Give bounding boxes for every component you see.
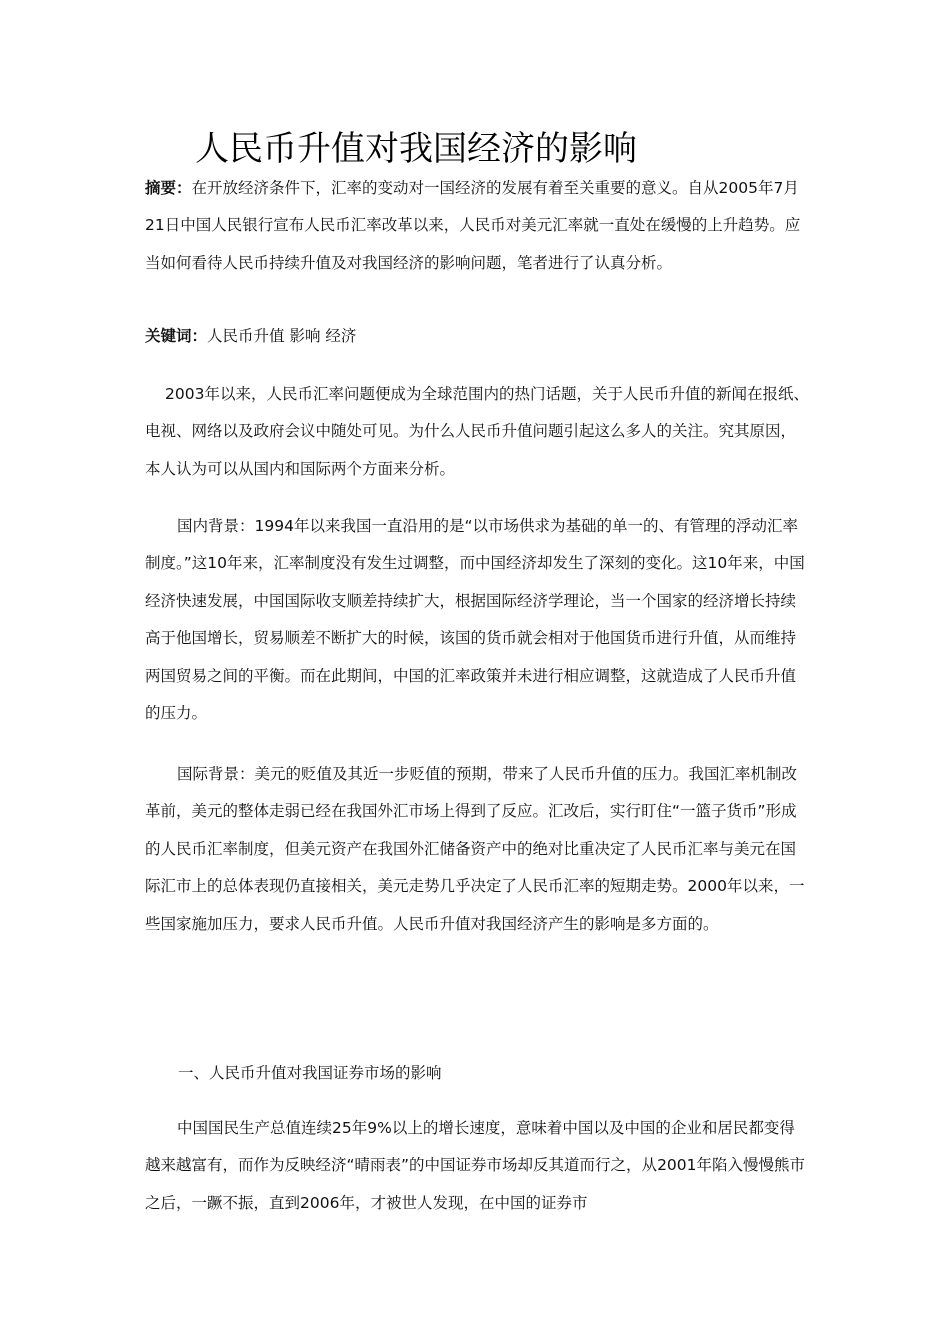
paragraph-domestic-background: 国内背景：1994年以来我国一直沿用的是“以市场供求为基础的单一的、有管理的浮动汇率制度。”这10年来，汇率制度没有发生过调整，而中国经济却发生了深刻的变化。这10年来，中国经济快速发展，中国国际收支顺差持续扩大，根据国际经济学理论，当一个国家的经济增长持续高于他国增长，贸易顺差不断扩大的时候，该国的货币就会相对于他国货币进行升值，从而维持两国贸易之间的平衡。而在此期间，中国的汇率政策并未进行相应调整，这就造成了人民币升值的压力。	[145, 517, 805, 723]
abstract	[145, 170, 810, 282]
keywords-label: 关键词：	[145, 327, 208, 345]
section-paragraph: 中国国民生产总值连续25年9%以上的增长速度，意味着中国以及中国的企业和居民都变得越来越富有，而作为反映经济“晴雨表”的中国证券市场却反其道而行之，从2001年陷入慢慢熊市之后，一蹶不振，直到2006年，才被世人发现，在中国的证券市	[145, 1119, 806, 1212]
document-title: 人民币升值对我国经济的影响	[195, 129, 637, 169]
paragraph-international-background: 国际背景：美元的贬值及其近一步贬值的预期，带来了人民币升值的压力。我国汇率机制改革前，美元的整体走弱已经在我国外汇市场上得到了反应。汇改后，实行盯住“一篮子货币”形成的人民币汇率制度，但美元资产在我国外汇储备资产中的绝对比重决定了人民币汇率与美元在国际汇市上的总体表现仍直接相关，美元走势几乎决定了人民币汇率的短期走势。2000年以来，一些国家施加压力，要求人民币升值。人民币升值对我国经济产生的影响是多方面的。	[145, 765, 805, 933]
section-heading: 一、人民币升值对我国证券市场的影响	[178, 1064, 442, 1082]
abstract-label: 摘要：	[145, 179, 192, 197]
abstract-text: 在开放经济条件下，汇率的变动对一国经济的发展有着至关重要的意义。自从2005年7月21日中国人民银行宣布人民币汇率改革以来，人民币对美元汇率就一直处在缓慢的上升趋势。应当如何看待人民币持续升值及对我国经济的影响问题，笔者进行了认真分析。	[145, 179, 801, 272]
keywords	[145, 318, 810, 355]
keywords-text: 人民币升值 影响 经济	[207, 327, 357, 345]
paragraph-intro: 2003年以来，人民币汇率问题便成为全球范围内的热门话题，关于人民币升值的新闻在报纸、电视、网络以及政府会议中随处可见。为什么人民币升值问题引起这么多人的关注。究其原因，本人认为可以从国内和国际两个方面来分析。	[145, 385, 809, 478]
